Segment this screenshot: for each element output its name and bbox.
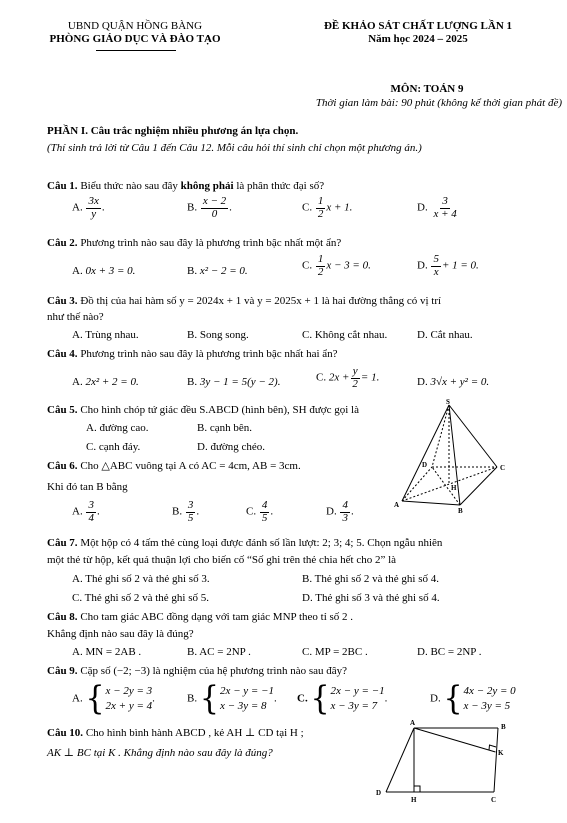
- q3-option-b[interactable]: B. Song song.: [187, 329, 249, 341]
- label-D: D: [376, 789, 382, 797]
- q2-stem: [47, 237, 341, 250]
- q7-option-c[interactable]: C. Thẻ ghi số 2 và thẻ ghi số 5.: [72, 592, 209, 604]
- edge-SD: [432, 405, 449, 467]
- q8-text-line1: Cho tam giác ABC đồng dạng với tam giác MNP theo tỉ số 2 .: [77, 611, 354, 623]
- right-angle-H: [414, 786, 420, 792]
- q9-option-b[interactable]: B. { 2x − y = −1 x − 3y = 8 .: [187, 679, 277, 718]
- q1-stem: [47, 180, 324, 193]
- q6-option-d[interactable]: D. $\frac{4}{3}$ .: [326, 499, 354, 524]
- q1-option-c[interactable]: C. $\frac{1}{2}$ x + 1.: [302, 195, 353, 220]
- q3-stem: [47, 295, 441, 308]
- q4-label: Câu 4.: [47, 348, 78, 360]
- q5-option-a[interactable]: A. đường cao.: [86, 422, 149, 434]
- label-A: A: [410, 719, 416, 727]
- q6-option-b[interactable]: B. $\frac{3}{5}$ .: [172, 499, 200, 524]
- q7-option-a[interactable]: A. Thẻ ghi số 2 và thẻ ghi số 3.: [72, 573, 210, 585]
- option-letter: C.: [302, 201, 313, 214]
- org-line1: UBND QUẬN HỒNG BÀNG: [67, 20, 203, 32]
- part1-instruction: (Thí sinh trả lời từ Câu 1 đến Câu 12. Mỗi câu hỏi thí sinh chỉ chọn một phương án.): [47, 142, 422, 154]
- q8-option-c[interactable]: C. MP = 2BC .: [302, 646, 368, 658]
- q3-text-line2: như thế nào?: [47, 311, 104, 323]
- q10-text-line2: AK ⊥ BC tại K . Khẳng định nào sau đây là đúng?: [47, 747, 273, 759]
- label-D: D: [422, 461, 428, 469]
- label-B: B: [501, 723, 506, 731]
- q3-option-a[interactable]: A. Trùng nhau.: [72, 329, 139, 341]
- org-line2: PHÒNG GIÁO DỤC VÀ ĐÀO TẠO: [49, 33, 221, 46]
- q7-option-b[interactable]: B. Thẻ ghi số 2 và thẻ ghi số 4.: [302, 573, 439, 585]
- q8-option-d[interactable]: D. BC = 2NP .: [417, 646, 482, 658]
- q7-stem: [47, 537, 442, 550]
- q4-option-d[interactable]: D. 3√x + y² = 0.: [417, 376, 490, 388]
- q9-option-a[interactable]: A. { x − 2y = 3 2x + y = 4 .: [72, 679, 155, 718]
- q8-option-b[interactable]: B. AC = 2NP .: [187, 646, 251, 658]
- q9-option-d[interactable]: D. { 4x − 2y = 0 x − 3y = 5: [430, 679, 516, 718]
- q1-text-pre: Biểu thức nào sau đây: [77, 180, 181, 192]
- q1-option-a[interactable]: A. $\frac{3x}{y}$ .: [72, 195, 105, 220]
- q1-text-post: là phân thức đại số?: [233, 180, 325, 192]
- q2-label: Câu 2.: [47, 237, 78, 249]
- edge-SA: [402, 405, 449, 501]
- q9-stem: [47, 665, 347, 678]
- q2-option-c[interactable]: C. $\frac{1}{2}$ x − 3 = 0.: [302, 253, 371, 278]
- q4-option-a[interactable]: A. 2x² + 2 = 0.: [72, 376, 139, 388]
- q3-label: Câu 3.: [47, 295, 78, 307]
- equation-system: { x − 2y = 3 2x + y = 4: [85, 679, 153, 718]
- q2-option-a[interactable]: A. 0x + 3 = 0.: [72, 265, 136, 277]
- q7-text-line1: Một hộp có 4 tấm thẻ cùng loại được đánh số lần lượt: 2; 3; 4; 5. Chọn ngẫu nhiên: [77, 537, 443, 549]
- label-S: S: [446, 398, 450, 406]
- edge-AD: [402, 467, 432, 501]
- fraction: $\frac{1}{2}$: [317, 253, 324, 278]
- exam-title: ĐỀ KHẢO SÁT CHẤT LƯỢNG LẦN 1: [323, 20, 513, 32]
- equation-system: { 2x − y = −1 x − 3y = 8: [199, 679, 274, 718]
- parallelogram-figure: [370, 716, 510, 808]
- q6-option-a[interactable]: A. $\frac{3}{4}$ .: [72, 499, 100, 524]
- time-note: Thời gian làm bài: 90 phút (không kể thời gian phát đề): [315, 97, 562, 109]
- q8-stem: [47, 611, 353, 624]
- q9-text: Cặp số (−2; −3) là nghiệm của hệ phương trình nào sau đây?: [77, 665, 348, 677]
- fraction: $\frac{x - 2}{0}$: [202, 195, 227, 220]
- q5-option-b[interactable]: B. cạnh bên.: [197, 422, 252, 434]
- q4-stem: [47, 348, 338, 361]
- equation-system: { 4x − 2y = 0 x − 3y = 5: [443, 679, 516, 718]
- side-BC: [494, 728, 498, 792]
- q9-option-c[interactable]: C. { 2x − y = −1 x − 3y = 7 .: [297, 679, 388, 718]
- q4-text: Phương trình nào sau đây là phương trình bậc nhất hai ẩn?: [77, 348, 338, 360]
- q10-text-line1: Cho hình bình hành ABCD , kẻ AH ⊥ CD tại H ;: [83, 727, 304, 739]
- label-B: B: [458, 507, 463, 513]
- label-H: H: [451, 484, 457, 492]
- q6-label: Câu 6.: [47, 460, 78, 472]
- q2-option-b[interactable]: B. x² − 2 = 0.: [187, 265, 248, 277]
- q6-text: Cho △ABC vuông tại A có AC = 4cm, AB = 3cm.: [77, 460, 301, 472]
- q7-text-line2: một thẻ từ hộp, kết quả thuận lợi cho biến cố “Số ghi trên thẻ chia hết cho 2” là: [47, 554, 397, 566]
- header-right: [268, 20, 567, 46]
- option-letter: B.: [187, 201, 198, 214]
- edge-SC: [449, 405, 497, 467]
- q8-label: Câu 8.: [47, 611, 78, 623]
- q5-stem: [47, 404, 359, 417]
- q7-label: Câu 7.: [47, 537, 78, 549]
- q4-option-c[interactable]: C. 2x + $\frac{y}{2}$ = 1.: [316, 365, 380, 390]
- q5-text: Cho hình chóp tứ giác đều S.ABCD (hình bên), SH được gọi là: [77, 404, 359, 416]
- header-left-rule: [96, 50, 176, 51]
- q5-option-d[interactable]: D. đường chéo.: [197, 441, 265, 453]
- header-left: [20, 20, 250, 46]
- q9-label: Câu 9.: [47, 665, 78, 677]
- pyramid-figure: [392, 397, 512, 513]
- right-angle-K: [489, 745, 496, 750]
- label-C: C: [491, 796, 497, 804]
- fraction: $\frac{3}{5}$: [187, 499, 194, 524]
- edge-BC: [460, 467, 497, 505]
- fraction: $\frac{3}{x + 4}$: [433, 195, 457, 220]
- q5-option-c[interactable]: C. cạnh đáy.: [86, 441, 141, 453]
- q10-label: Câu 10.: [47, 727, 84, 739]
- subject: MÔN: TOÁN 9: [390, 83, 464, 95]
- equation-system: { 2x − y = −1 x − 3y = 7: [310, 679, 385, 718]
- fraction: $\frac{3x}{y}$: [88, 195, 99, 220]
- fraction: $\frac{4}{3}$: [342, 499, 348, 524]
- q4-option-b[interactable]: B. 3y − 1 = 5(y − 2).: [187, 376, 281, 388]
- q1-text-bold: không phải: [180, 180, 234, 192]
- q1-option-d[interactable]: [417, 196, 460, 220]
- q1-label: Câu 1.: [47, 180, 78, 192]
- q5-label: Câu 5.: [47, 404, 78, 416]
- q2-option-d[interactable]: D. $\frac{5}{x}$ + 1 = 0.: [417, 253, 479, 278]
- part1-title: PHẦN I. Câu trắc nghiệm nhiều phương án lựa chọn.: [47, 125, 299, 137]
- q6-stem: [47, 460, 301, 473]
- label-A: A: [394, 501, 400, 509]
- fraction: $\frac{y}{2}$: [352, 365, 358, 390]
- school-year: Năm học 2024 – 2025: [368, 33, 468, 46]
- option-letter: D.: [417, 201, 428, 214]
- altitude-AK: [414, 728, 496, 752]
- fraction: $\frac{1}{2}$: [317, 195, 324, 220]
- q6-option-c[interactable]: C. $\frac{4}{5}$ .: [246, 499, 274, 524]
- q8-text-line2: Khẳng định nào sau đây là đúng?: [47, 628, 194, 640]
- fraction: $\frac{4}{5}$: [261, 499, 268, 524]
- q8-option-a[interactable]: A. MN = 2AB .: [72, 646, 142, 658]
- q6-text-line2: Khi đó tan B bằng: [47, 481, 128, 493]
- fraction: $\frac{5}{x}$: [433, 253, 439, 278]
- q1-option-b[interactable]: B. $\frac{x - 2}{0}$ .: [187, 195, 232, 220]
- q3-text-line1: Đồ thị của hai hàm số y = 2024x + 1 và y = 2025x + 1 là hai đường thẳng có vị trí: [77, 295, 442, 307]
- q2-text: Phương trình nào sau đây là phương trình bậc nhất một ẩn?: [77, 237, 342, 249]
- q10-stem: [47, 727, 304, 740]
- label-C: C: [500, 464, 506, 472]
- label-K: K: [498, 749, 504, 757]
- q7-option-d[interactable]: D. Thẻ ghi số 3 và thẻ ghi số 4.: [302, 592, 440, 604]
- label-H: H: [411, 796, 417, 804]
- q3-option-c[interactable]: C. Không cắt nhau.: [302, 329, 388, 341]
- edge-AB: [402, 501, 460, 505]
- fraction: $\frac{3}{4}$: [88, 499, 94, 524]
- q3-option-d[interactable]: D. Cắt nhau.: [417, 329, 473, 341]
- side-DA: [386, 728, 414, 792]
- option-letter: A.: [72, 201, 83, 214]
